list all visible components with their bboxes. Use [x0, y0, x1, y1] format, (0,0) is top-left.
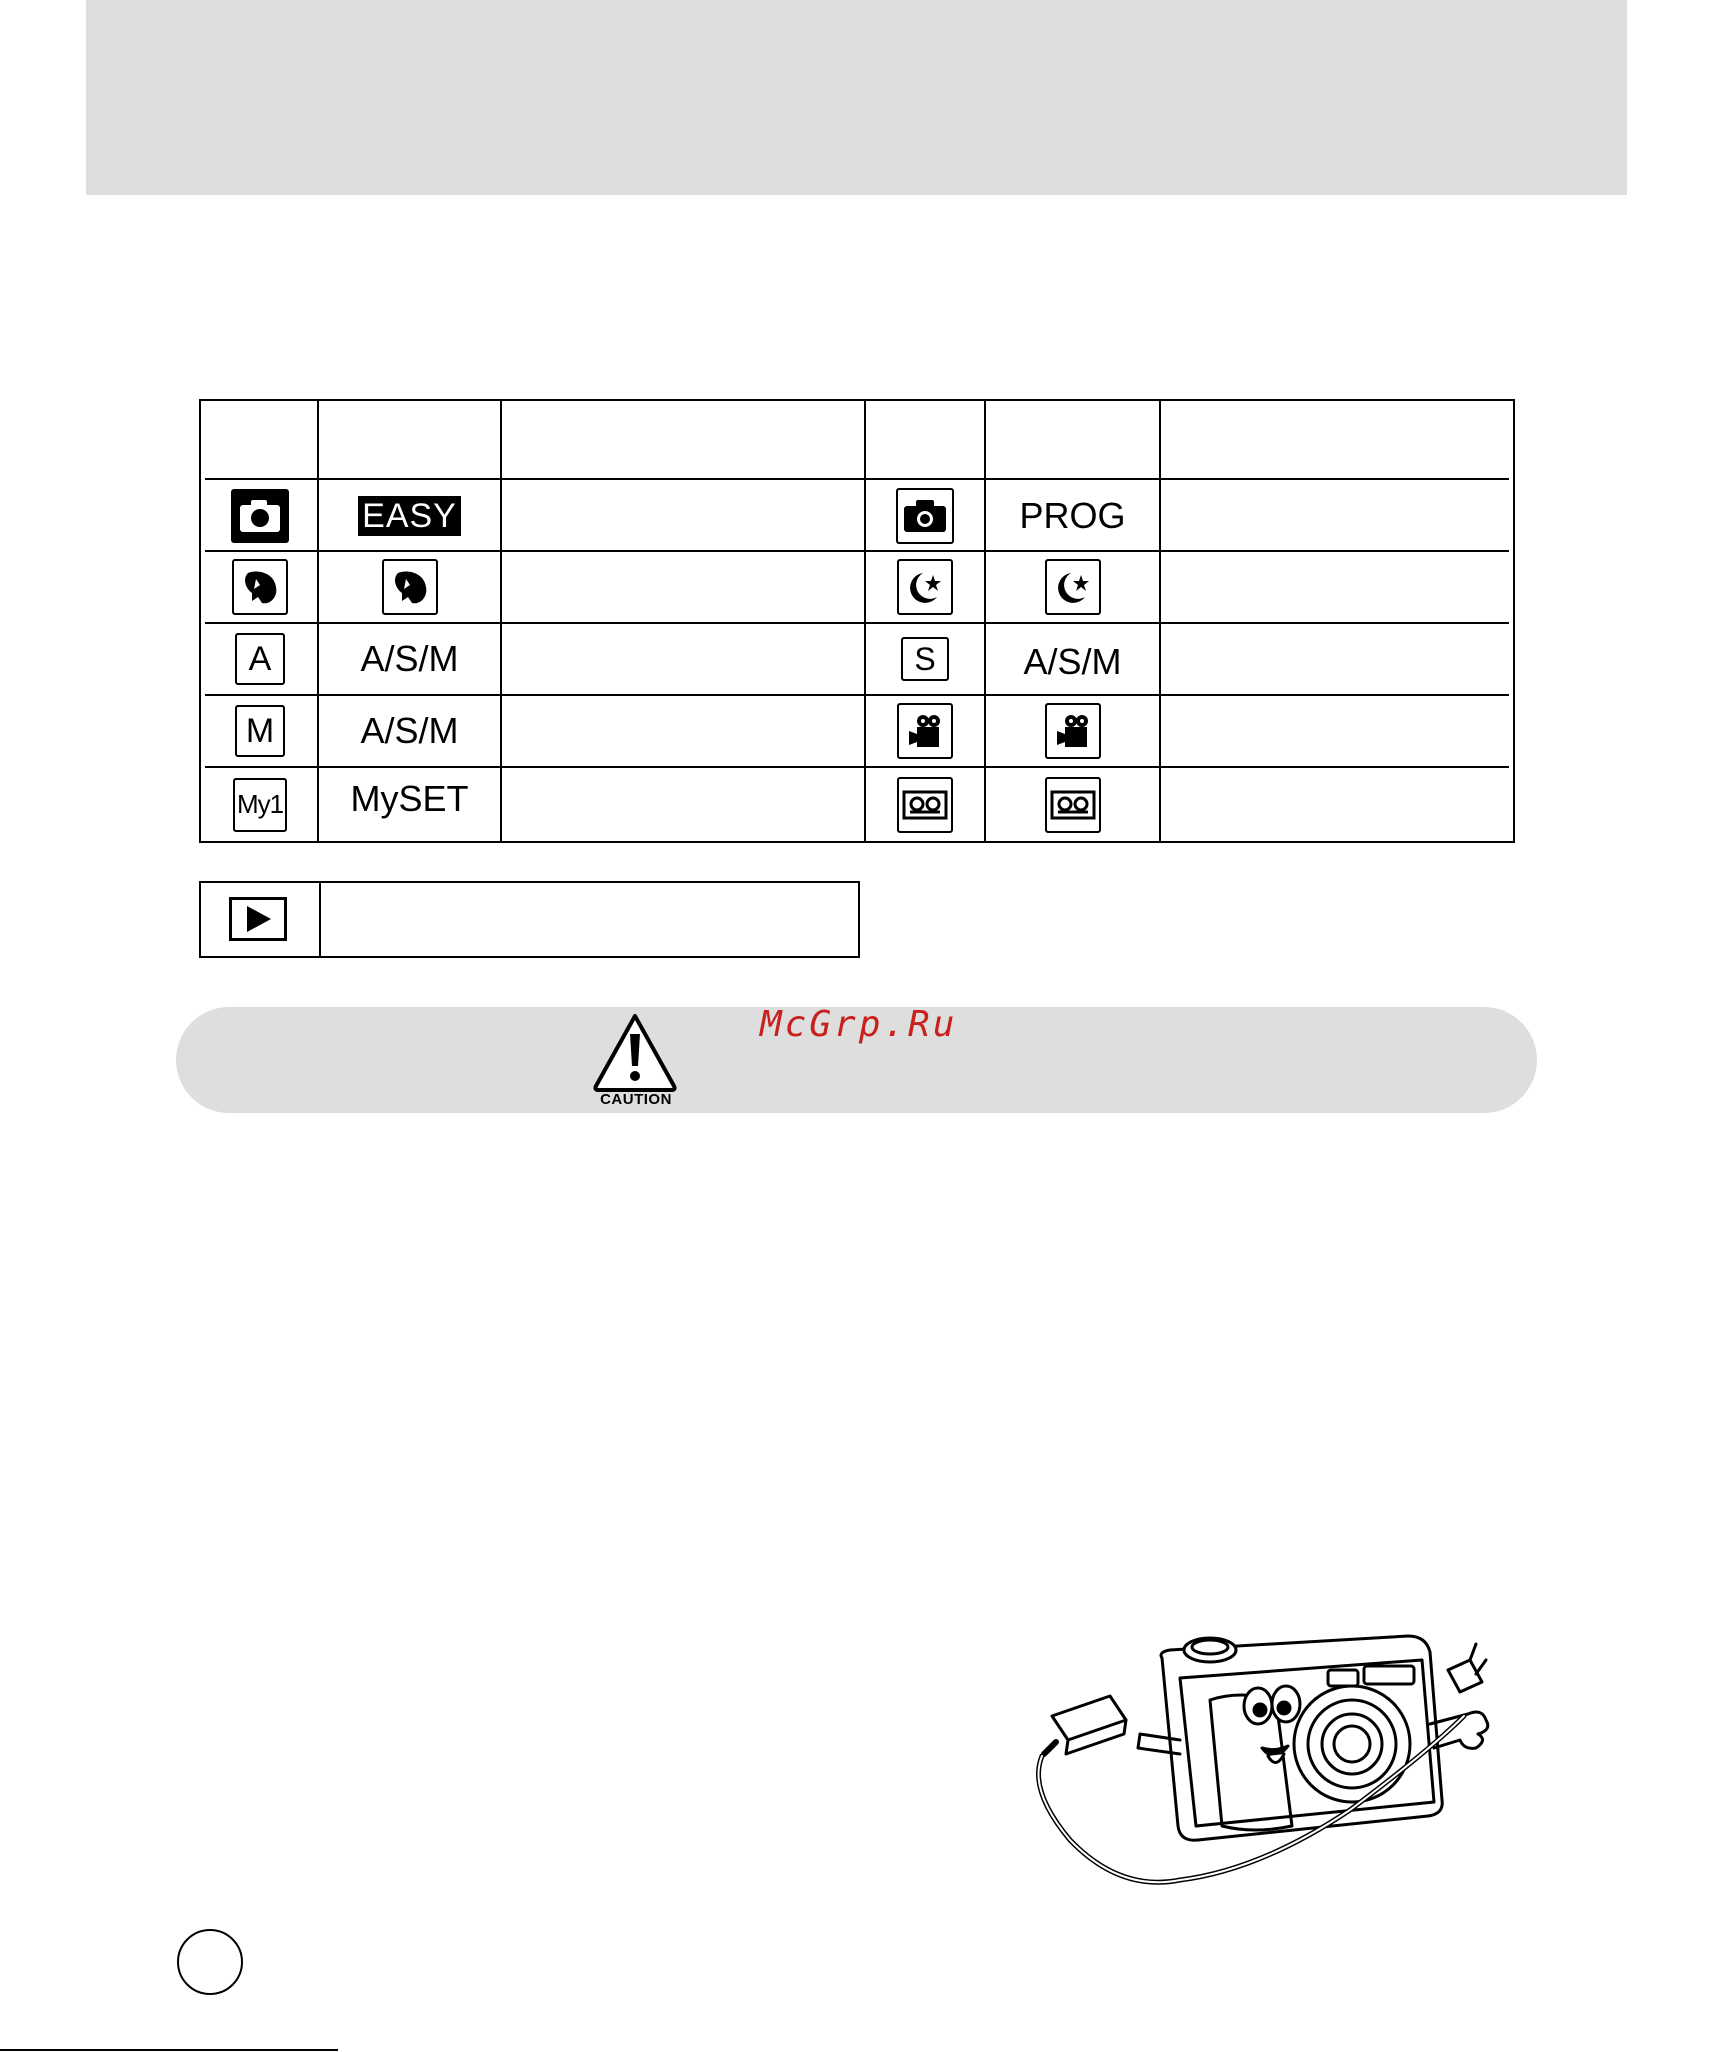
play-icon: [229, 897, 287, 941]
watermark: McGrp.Ru: [760, 1004, 958, 1045]
playback-box: [199, 881, 860, 958]
table-row-2-left-icon: [203, 552, 317, 622]
night-icon: [897, 559, 953, 615]
table-row-2-right-icon: [866, 552, 984, 622]
table-row-3-right-icon: [866, 624, 984, 694]
table-row-5-right-icon: [866, 768, 984, 841]
camera-icon: [896, 488, 954, 544]
table-row-5-right-mode: [986, 768, 1159, 841]
movie-icon: [1045, 703, 1101, 759]
table-row-5-left-icon: [203, 768, 317, 841]
shutter-mode-icon: S: [901, 637, 949, 681]
portrait-icon: [232, 559, 288, 615]
table-row-3-right-mode: A/S/M: [1023, 641, 1122, 682]
table-row-4-left-icon: [203, 696, 317, 766]
easy-label: EASY: [358, 496, 461, 536]
column-divider: [500, 401, 502, 841]
table-row-5-left-mode: MySET: [350, 777, 469, 819]
table-row-2-right-mode: [986, 552, 1159, 622]
myset-icon: My1: [233, 778, 287, 832]
table-row-2-left-mode: [319, 552, 500, 622]
column-divider: [1159, 401, 1161, 841]
header-divider: [205, 478, 1509, 480]
camera-icon: [231, 489, 289, 543]
mode-table: [199, 399, 1515, 843]
table-row-1-right-icon: [866, 481, 984, 550]
footer-line: [0, 2049, 338, 2051]
voice-recording-icon: [897, 777, 953, 833]
table-row-4-left-mode: A/S/M: [360, 710, 459, 751]
table-row-3-left-mode: A/S/M: [360, 638, 459, 679]
caution-label: CAUTION: [600, 1091, 672, 1108]
table-row-1-left-mode: [319, 481, 500, 550]
table-row-3-left-icon: [203, 624, 317, 694]
table-row-4-right-icon: [866, 696, 984, 766]
movie-icon: [897, 703, 953, 759]
page-number-circle: [177, 1929, 243, 1995]
night-icon: [1045, 559, 1101, 615]
manual-mode-icon: M: [235, 705, 285, 757]
voice-recording-icon: [1045, 777, 1101, 833]
portrait-icon: [382, 559, 438, 615]
aperture-mode-icon: A: [235, 633, 285, 685]
header-band: [86, 0, 1627, 195]
playback-divider: [319, 883, 321, 956]
table-row-1-left-icon: [203, 481, 317, 550]
table-row-4-right-mode: [986, 696, 1159, 766]
table-row-1-right-mode: PROG: [1019, 494, 1126, 536]
camera-character-icon: [1030, 1630, 1490, 1910]
